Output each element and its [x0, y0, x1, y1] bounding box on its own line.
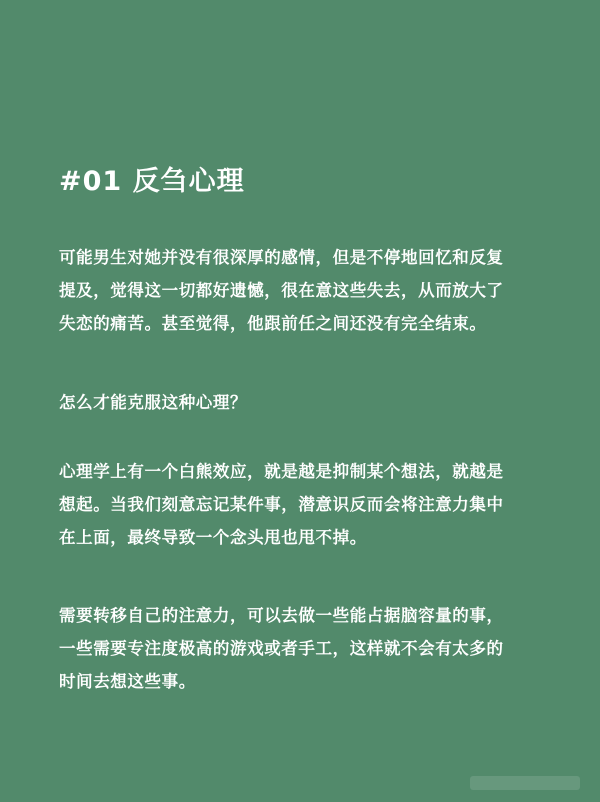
- paragraph-line: 时间去想这些事。: [59, 672, 196, 691]
- paragraph-line: 可能男生对她并没有很深厚的感情，但是不停地回忆和反复: [59, 248, 504, 267]
- paragraph-line: 心理学上有一个白熊效应，就是越是抑制某个想法，就越是: [59, 462, 504, 481]
- paragraph-white-bear-effect: [59, 455, 549, 554]
- paragraph-line: 在上面，最终导致一个念头甩也甩不掉。: [59, 528, 367, 547]
- paragraph-line: 需要转移自己的注意力，可以去做一些能占据脑容量的事，: [59, 606, 504, 625]
- section-title: #01 反刍心理: [59, 166, 245, 197]
- paragraph-line: 想起。当我们刻意忘记某件事，潜意识反而会将注意力集中: [59, 495, 504, 514]
- paragraph-line: 失恋的痛苦。甚至觉得，他跟前任之间还没有完全结束。: [59, 314, 487, 333]
- watermark-mark: [470, 776, 580, 790]
- paragraph-rumination-description: [59, 241, 549, 340]
- paragraph-question: [59, 386, 549, 419]
- paragraph-line: 提及，觉得这一切都好遗憾，很在意这些失去，从而放大了: [59, 281, 504, 300]
- paragraph-line: 一些需要专注度极高的游戏或者手工，这样就不会有太多的: [59, 639, 504, 658]
- paragraph-line: 怎么才能克服这种心理？: [59, 393, 248, 412]
- paragraph-advice: [59, 599, 549, 698]
